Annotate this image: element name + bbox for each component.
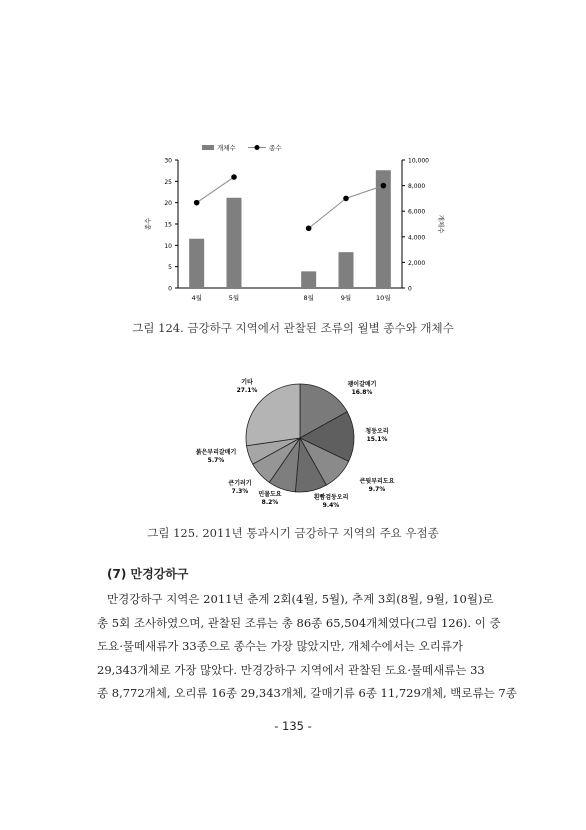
- x-tick-label: 10월: [376, 294, 391, 302]
- x-tick-label: 9월: [340, 294, 352, 302]
- pie-slice-percent: 9.4%: [322, 502, 340, 509]
- right-axis-title: 개체수: [437, 214, 445, 234]
- left-axis-title: 종수: [144, 217, 152, 231]
- pie-slice-percent: 15.1%: [366, 436, 388, 443]
- x-tick-label: 5월: [228, 294, 240, 302]
- paragraph-line: 도요·물떼새류가 33종으로 종수는 가장 많았지만, 개체수에서는 오리류가: [97, 639, 464, 653]
- line-point: [381, 183, 387, 189]
- line-point: [306, 225, 312, 231]
- bar: [227, 198, 242, 288]
- left-tick-label: 20: [164, 200, 172, 208]
- pie-slice-label: 큰뒷부리도요: [359, 478, 395, 485]
- section-title: (7) 만경강하구: [107, 567, 189, 581]
- pie-slice-percent: 9.7%: [368, 486, 386, 493]
- left-tick-label: 10: [164, 242, 172, 250]
- figure-124-caption: 그림 124. 금강하구 지역에서 관찰된 조류의 월별 종수와 개체수: [132, 321, 454, 335]
- pie-slice-percent: 5.7%: [207, 457, 225, 464]
- monthly-species-count-chart: [120, 140, 450, 310]
- pie-slice-label: 흰빰검둥오리: [313, 494, 349, 501]
- pie-slice-label: 큰기러기: [228, 480, 252, 487]
- figure-125-caption: 그림 125. 2011년 통과시기 금강하구 지역의 주요 우점종: [147, 526, 439, 540]
- x-tick-label: 8월: [303, 294, 314, 302]
- paragraph-line: 29,343개체로 가장 많았다. 만경강하구 지역에서 관찰된 도요·물떼새류는 33: [97, 662, 485, 677]
- line-point: [343, 196, 349, 202]
- right-tick-label: 6,000: [408, 208, 426, 216]
- left-tick-label: 15: [164, 221, 172, 229]
- legend-line-label: 종수: [269, 144, 282, 152]
- left-tick-label: 0: [168, 285, 172, 293]
- paragraph-line: 종 8,772개체, 오리류 16종 29,343개체, 갈매기류 6종 11,729개체, 백로류는 7종: [97, 686, 517, 700]
- pie-slice-percent: 8.2%: [261, 499, 279, 506]
- pie-slice-label: 민물도요: [258, 491, 282, 498]
- pie-slice-label: 붉은부리갈매기: [195, 449, 237, 456]
- right-tick-label: 8,000: [408, 183, 426, 191]
- left-tick-label: 5: [168, 264, 172, 272]
- section-paragraph: [97, 588, 517, 706]
- x-tick-label: 4월: [191, 294, 202, 302]
- bar: [189, 239, 204, 288]
- bar: [339, 252, 354, 288]
- pie-slice-percent: 7.3%: [231, 488, 249, 495]
- pie-slice-label: 괭이갈매기: [347, 381, 377, 388]
- dominant-species-pie-chart: [180, 375, 420, 510]
- legend-bar-swatch: [202, 145, 214, 150]
- pie-slice-label: 청둥오리: [365, 428, 389, 435]
- right-tick-label: 0: [408, 285, 412, 293]
- paragraph-line: 총 5회 조사하였으며, 관찰된 조류는 총 86종 65,504개체였다(그림 126). 이 중: [97, 615, 501, 630]
- right-tick-label: 4,000: [408, 234, 426, 242]
- line-point: [231, 174, 237, 180]
- legend-line-marker: [255, 145, 260, 150]
- legend-bar-label: 개체수: [217, 144, 236, 152]
- pie-slice-percent: 27.1%: [236, 387, 258, 394]
- pie-slice-label: 기타: [241, 379, 253, 386]
- bar: [301, 271, 316, 288]
- page-number: - 135 -: [274, 719, 312, 733]
- pie-slice-percent: 16.8%: [351, 389, 373, 396]
- series-line-segment: [309, 198, 346, 228]
- left-tick-label: 30: [164, 157, 172, 165]
- left-tick-label: 25: [164, 178, 172, 186]
- line-point: [194, 200, 200, 206]
- right-tick-label: 10,000: [408, 157, 429, 165]
- right-tick-label: 2,000: [408, 259, 426, 267]
- paragraph-line: 만경강하구 지역은 2011년 춘계 2회(4월, 5월), 추계 3회(8월, 9월, 10월)로: [107, 592, 494, 606]
